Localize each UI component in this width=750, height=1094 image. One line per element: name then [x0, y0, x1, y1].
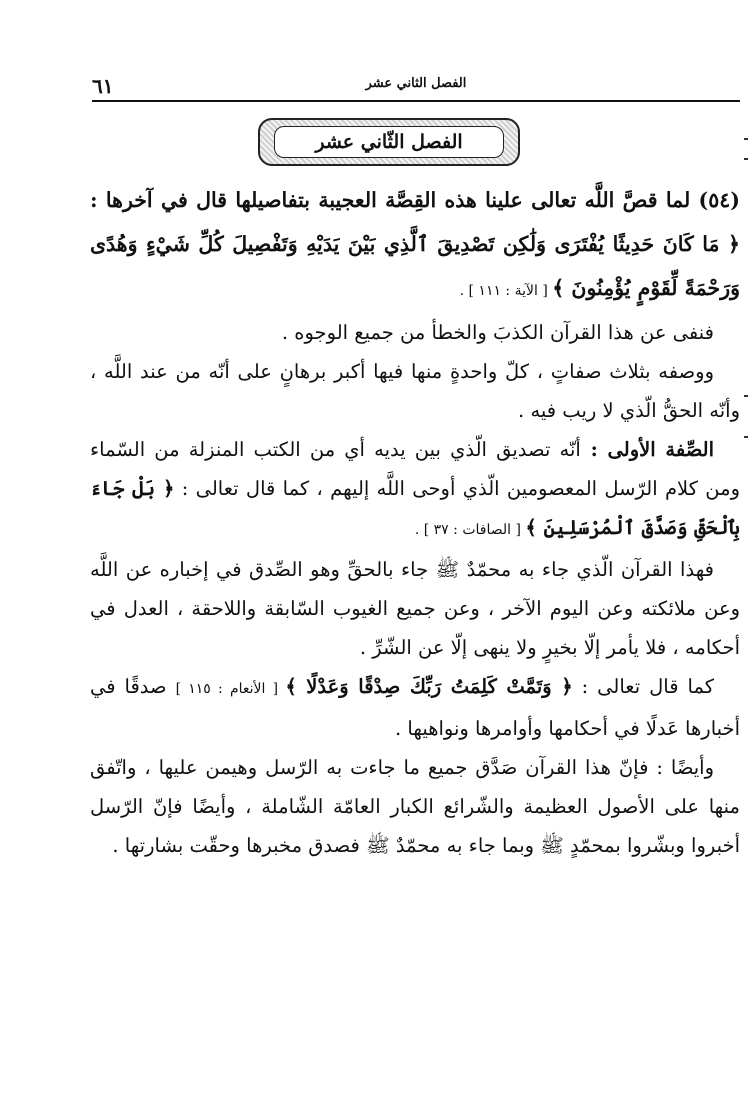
- anam-explanation: صدقًا في أخبارها عَدلًا في أحكامها وأوامرها ونواهيها .: [90, 675, 740, 740]
- verse-reference: [ الأنعام : ١١٥ ]: [175, 681, 286, 697]
- margin-mark: [744, 436, 748, 438]
- verse-reference: [ الآية : ١١١ ] .: [459, 283, 553, 299]
- paragraph-truthfulness: فهذا القرآن الّذي جاء به محمّدٌ ﷺ جاء بالحقِّ وهو الصِّدق في إخباره عن اللَّه وعن ملائكته وعن اليوم الآخر ، وعن جميع الغيوب السّابقة واللاحقة ، العدل في أحكامه ، فلا يأمر إلّا بخيرٍ ولا ينهى إلّا عن الشّرِّ .: [90, 558, 740, 659]
- first-attribute-text: أنّه تصديق الّذي بين يديه أي من الكتب المنزلة من السّماء ومن كلام الرّسل المعصومين الّذي أوحى اللَّه إليهم ، كما قال تعالى :: [90, 438, 740, 500]
- verse-reference: [ الصافات : ٣٧ ] .: [414, 522, 526, 538]
- paragraph-first-attribute: [90, 430, 740, 550]
- anam-intro: كما قال تعالى :: [572, 675, 714, 698]
- running-title: الفصل الثاني عشر: [365, 76, 467, 91]
- paragraph-three-attributes: ووصفه بثلاث صفاتٍ ، كلّ واحدةٍ منها فيها أكبر برهانٍ على أنّه من عند اللَّه ، وأنّه الحقُّ الّذي لا ريب فيه .: [90, 360, 740, 422]
- paragraph-negation: فنفى عن هذا القرآن الكذبَ والخطأ من جميع الوجوه .: [281, 321, 714, 344]
- paragraph-confirmation: وأيضًا : فإنّ هذا القرآن صَدَّق جميع ما جاءت به الرّسل وهيمن عليها ، واتّفق منها على الأصول العظيمة والشّرائع الكبار العامّة الشّاملة ، وأيضًا فإنّ الرّسل أخبروا وبشّروا بمحمّدٍ ﷺ وبما جاء به محمّدٌ ﷺ فصدق مخبرها وحقّت بشارتها .: [90, 756, 740, 857]
- first-attribute-label: الصِّفة الأولى :: [580, 438, 714, 461]
- chapter-title: الفصل الثّاني عشر: [274, 126, 504, 158]
- paragraph-anam-verse: [90, 667, 740, 748]
- margin-mark: [744, 158, 748, 160]
- paragraph-54: [90, 178, 740, 313]
- margin-mark: [744, 395, 748, 397]
- paragraph-54-intro: (٥٤) لما قصَّ اللَّه تعالى علينا هذه القِصَّة العجيبة بتفاصيلها قال في آخرها :: [90, 188, 740, 212]
- page-number: ٦١: [92, 74, 114, 98]
- page-header: [92, 74, 740, 102]
- quran-verse-yusuf-111: ﴿ مَا كَانَ حَدِيثًا يُفْتَرَى وَلَٰكِن تَصْدِيقَ ٱلَّذِي بَيْنَ يَدَيْهِ وَتَفْصِيلَ كُلِّ شَيْءٍ وَهُدًى وَرَحْمَةً لِّقَوْمٍ يُؤْمِنُونَ ﴾: [90, 232, 740, 300]
- page-body: [90, 178, 740, 865]
- quran-verse-anam-115: ﴿ وَتَمَّتْ كَلِمَتُ رَبِّكَ صِدْقًا وَعَدْلًا ﴾: [285, 675, 573, 698]
- margin-mark: [744, 138, 748, 140]
- chapter-title-frame: [258, 118, 520, 166]
- quran-verse-saffat-37: ﴿ بَلْ جَاءَ بِٱلْحَقِّ وَصَدَّقَ ٱلْمُرْسَلِينَ ﴾: [90, 477, 740, 539]
